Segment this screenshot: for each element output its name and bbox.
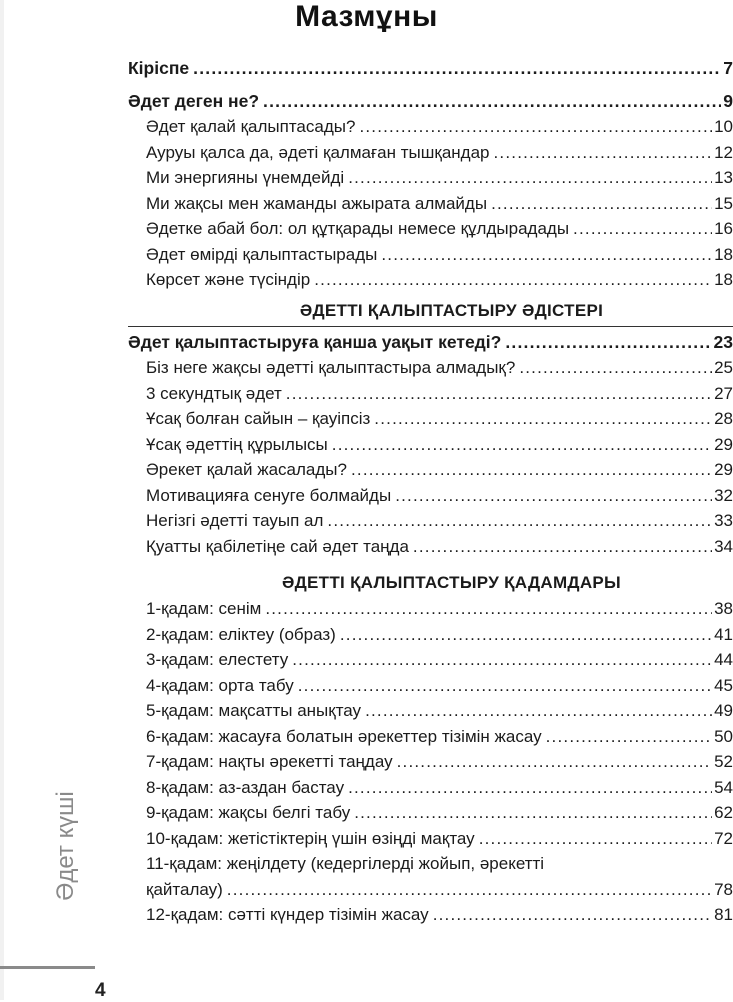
toc-entry-title: 12-қадам: сәтті күндер тізімін жасау [146,905,429,924]
toc-entry-page: 33 [714,511,733,530]
toc-entry-page: 62 [714,803,733,822]
toc-entry[interactable] [128,826,733,852]
toc-entry-page: 13 [714,168,733,187]
toc-entry-title: Көрсет және түсіндір [146,270,311,289]
toc-entry-page: 41 [714,624,733,644]
toc-entry-title: Әдетке абай бол: ол құтқарады немесе құлдырадады [146,219,570,238]
toc-entry[interactable] [128,216,733,242]
toc-entry-page: 81 [714,905,733,924]
toc-entry-title: қайталау) [146,879,223,899]
dot-leader [348,165,712,191]
toc-entry[interactable] [128,902,733,928]
toc-entry-page: 25 [714,358,733,377]
toc-entry[interactable] [128,724,733,750]
toc-entry-page: 52 [714,752,733,771]
toc-entry[interactable] [128,673,733,699]
toc-entry[interactable] [128,140,733,166]
toc-entry[interactable] [128,508,733,534]
toc-entry-title: 11-қадам: жеңілдету (кедергілерді жойып, әрекетті [146,854,545,873]
toc-entry[interactable] [128,114,733,140]
toc-entry-title: 8-қадам: аз-аздан бастау [146,777,345,797]
toc-entry-page: 32 [714,485,733,505]
toc-entry-page: 12 [714,142,733,162]
dot-leader [479,826,712,852]
toc-entry-title: Әдет қалыптастыруға қанша уақыт кетеді? [128,331,502,352]
toc-entry-title: 2-қадам: еліктеу (образ) [146,624,336,644]
toc-entry[interactable] [128,191,733,217]
toc-entry-multiline-first[interactable] [128,851,733,877]
dot-leader [354,800,712,826]
toc-entry-title: 3-қадам: елестету [146,650,289,669]
dot-leader [505,330,711,356]
toc-entry-title: Қуатты қабілетіңе сай әдет таңда [146,536,409,556]
dot-leader [491,191,712,217]
toc-entry-title: 10-қадам: жетістіктерің үшін өзіңді мақтау [146,828,475,848]
dot-leader [359,114,712,140]
toc-entry[interactable] [128,622,733,648]
toc-entry-chapter-1[interactable] [128,89,733,115]
dot-leader [263,89,721,115]
toc-entry[interactable] [128,242,733,268]
toc-entry-title: Ұсақ әдеттің құрылысы [146,434,328,454]
section-heading-steps: ӘДЕТТІ ҚАЛЫПТАСТЫРУ ҚАДАМДАРЫ [281,573,622,592]
toc-entry[interactable] [128,406,733,432]
dot-leader [397,749,712,775]
dot-leader [286,381,712,407]
dot-leader [314,267,712,293]
toc-entry-page: 27 [714,383,733,403]
toc-entry-title: 6-қадам: жасауға болатын әрекеттер тізімін жасау [146,726,542,746]
toc-entry[interactable] [128,596,733,622]
toc-entry-multiline-last[interactable] [128,877,733,903]
toc-entry-page: 7 [723,58,733,78]
toc-entry-intro[interactable] [128,56,733,82]
dot-leader [546,724,712,750]
toc-entry[interactable] [128,647,733,673]
toc-entry-page: 45 [714,675,733,695]
toc-entry-page: 23 [713,331,733,352]
toc-entry-page: 34 [714,536,733,556]
dot-leader [374,406,712,432]
toc-entry-title: Әдет қалай қалыптасады? [146,117,356,136]
toc-entry-title: 9-қадам: жақсы белгі табу [146,803,351,822]
toc-entry-title: 3 секундтық әдет [146,383,282,403]
page-number: 4 [95,980,106,1001]
dot-leader [381,242,712,268]
toc-entry[interactable] [128,432,733,458]
dot-leader [265,596,712,622]
toc-entry-page: 18 [714,270,733,289]
toc-entry-title: 1-қадам: сенім [146,599,262,618]
toc-entry-chapter-2[interactable] [128,330,733,356]
toc-entry-page: 10 [714,117,733,136]
toc-entry-page: 18 [714,244,733,264]
toc-entry-title: Әрекет қалай жасалады? [146,460,347,479]
toc-entry-title: Әдет деген не? [128,90,260,111]
toc-entry-title: Ұсақ болған сайын – қауіпсіз [146,409,371,428]
dot-leader [351,457,712,483]
dot-leader [413,534,712,560]
toc-entry-page: 16 [714,219,733,238]
dot-leader [193,56,721,82]
toc-entry-page: 54 [714,777,733,797]
dot-leader [298,673,712,699]
toc-entry-title: Ми энергияны үнемдейді [146,168,345,187]
toc-entry-title: 4-қадам: орта табу [146,675,294,695]
dot-leader [332,432,712,458]
toc-entry[interactable] [128,749,733,775]
toc-entry-title: 5-қадам: мақсатты анықтау [146,701,362,720]
book-title-spine: Әдет күші [52,791,79,901]
toc-entry[interactable] [128,698,733,724]
dot-leader [327,508,712,534]
toc-entry-title: 7-қадам: нақты әрекетті таңдау [146,752,393,771]
toc-entry-page: 9 [723,90,733,111]
toc-entry[interactable] [128,355,733,381]
toc-entry-title: Ми жақсы мен жаманды ажырата алмайды [146,193,488,213]
dot-leader [573,216,712,242]
table-of-contents [128,56,733,928]
toc-entry-page: 49 [714,701,733,720]
toc-entry-title: Біз неге жақсы әдетті қалыптастыра алмадық? [146,358,516,377]
dot-leader [519,355,712,381]
toc-entry[interactable] [128,775,733,801]
toc-entry-page: 29 [714,460,733,479]
toc-entry-title: Негізгі әдетті тауып ал [146,511,324,530]
toc-entry[interactable] [128,267,733,293]
toc-entry-title: Әдет өмірді қалыптастырады [146,244,378,264]
toc-entry[interactable] [128,165,733,191]
toc-entry-page: 44 [714,650,733,669]
toc-entry-page: 29 [714,434,733,454]
dot-leader [348,775,712,801]
dot-leader [395,483,712,509]
page-title: Мазмұны [295,0,438,33]
section-heading-methods: ӘДЕТТІ ҚАЛЫПТАСТЫРУ ӘДІСТЕРІ [299,300,604,320]
toc-entry[interactable] [128,381,733,407]
toc-entry-title: Ауруы қалса да, әдеті қалмаған тышқандар [146,142,490,162]
toc-entry[interactable] [128,534,733,560]
dot-leader [292,647,712,673]
dot-leader [433,902,712,928]
toc-entry-page: 28 [714,409,733,428]
toc-entry[interactable] [128,457,733,483]
section-divider [128,326,733,327]
footer-rule [0,966,95,969]
toc-entry-title: Мотивацияға сенуге болмайды [146,485,392,505]
toc-entry-page: 72 [714,828,733,848]
dot-leader [227,877,712,903]
dot-leader [365,698,712,724]
page-edge [0,0,4,1000]
toc-entry-page: 78 [714,879,733,899]
dot-leader [494,140,713,166]
toc-entry-page: 38 [714,599,733,618]
toc-entry[interactable] [128,800,733,826]
dot-leader [340,622,712,648]
toc-entry-page: 50 [714,726,733,746]
toc-entry-page: 15 [714,193,733,213]
toc-entry[interactable] [128,483,733,509]
toc-entry-title: Кіріспе [128,58,190,78]
